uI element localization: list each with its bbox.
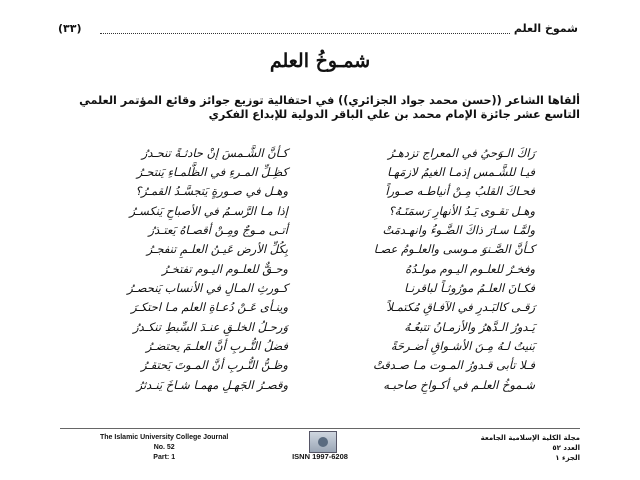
verse-left: كـورثِ المـالِ في الأنساب يَنحصـرُ (127, 281, 288, 295)
intro-line-1: ألقاها الشاعر ((حسن محمد جواد الجزائري)) في احتفالية توزيع جوائز وقائع المؤتمر العلمي (79, 94, 580, 107)
verse-left: وينـأى عَـنْ دُعـاةِ العلم مـا احتكـرَ (131, 300, 288, 314)
verse-left: كظِـلِّ المـرءِ في الظَّلمـاءِ يَنتحـرُ (136, 165, 288, 179)
verse-left: فضلُ التُّـربِ أنَّ العلـمَ يحتضـرُ (145, 339, 288, 353)
verse-left: وحـقٌّ للعلـوم اليـوم تفتخـرُ (162, 262, 288, 276)
verse-right: ولمَّـا سـارَ ذاكَ الضَّـوءُ وانهـدمَتْ (382, 223, 535, 237)
verse-right: فكـانَ العلـمُ مورُوثـاً لباقرنـا (404, 281, 535, 295)
journal-name-ar: مجلة الكلية الإسلامية الجامعة (480, 434, 580, 442)
verse-left: وقصـرُ الجَهـلِ مهمـا شـاخَ يَنـدثرُ (136, 378, 288, 392)
verse-right: فحـاكَ القلبُ مِـنْ أنياطـه صـوراً (385, 184, 535, 198)
verse-left: وظـنُّ التُّـربِ أنَّ المـوتَ يَحتقـرُ (141, 358, 288, 372)
verse-right: كـأنَّ الصَّـنوَ مـوسى والعلـومُ عصـا (373, 242, 535, 256)
university-logo-icon (309, 431, 337, 453)
journal-name-en: The Islamic University College Journal (100, 434, 229, 441)
verse-left: أتـى مـوجٌ ومِـنْ أقصـاهُ يَعتـذرُ (148, 223, 288, 237)
verse-left: كـأنَّ الشَّـمسَ إنْ حادثـةً تنحـدرُ (141, 146, 288, 160)
verse-right: وفخـرٌ للعلـوم اليـوم مولـدُهُ (405, 262, 535, 276)
verse-right: رَاكَ الـوَحيُ في المعراج تزدهـرُ (388, 146, 535, 160)
poem-title: شمـوخُ العلم (269, 50, 371, 72)
footer-rule (60, 428, 580, 429)
verse-left: إذا مـا الرَّسـمُ في الأصباحِ يَنكسـرُ (129, 204, 288, 218)
verse-right: يَـدورُ الـدَّهرُ والأزمـانُ تتبعُـهُ (404, 320, 535, 334)
page-number: (٣٣) (58, 22, 82, 35)
journal-part-ar: الجزء ١ (555, 454, 580, 462)
verse-right: فـلا تأبى قـدورُ المـوت مـا صـدقتْ (373, 358, 535, 372)
verse-right: رَقـى كالبَـدرِ في الآفـاقِ مُكتمـلاً (386, 300, 535, 314)
verse-right: بَنيتُ لـهُ مِـنَ الأشـواقِ أضـرحَةً (390, 339, 535, 353)
journal-number-en: No. 52 (153, 444, 175, 451)
header-dotted-rule (100, 33, 510, 34)
verse-right: وهـل تقـوى يَـدُ الأنهارِ رَسمَتَـهُ؟ (388, 204, 535, 218)
verse-left: بِكُلِّ الأرض عَيـنُ العلـمِ تنفجـرُ (146, 242, 288, 256)
verse-right: شـموخُ العلـم في أكـواخِ صاحبـه (383, 378, 535, 392)
journal-number-ar: العدد ٥٢ (552, 444, 580, 452)
verse-right: فيـا للشَّـمس إذمـا الغيمُ لازمَهـا (387, 165, 535, 179)
verse-left: وَرحـلُ الخلـقِ عنـدَ السِّبطِ تنكـدرُ (133, 320, 288, 334)
running-header-title: شموخ العلم (513, 22, 578, 35)
verse-left: وهـل في صـورةٍ يَتجسَّـدُ القمـرُ؟ (135, 184, 288, 198)
intro-line-2: التاسع عشر جائزة الإمام محمد بن علي الباقر الدولية للإبداع الفكري (208, 108, 580, 121)
issn-number: ISNN 1997-6208 (292, 452, 348, 461)
journal-part-en: Part: 1 (153, 454, 176, 461)
